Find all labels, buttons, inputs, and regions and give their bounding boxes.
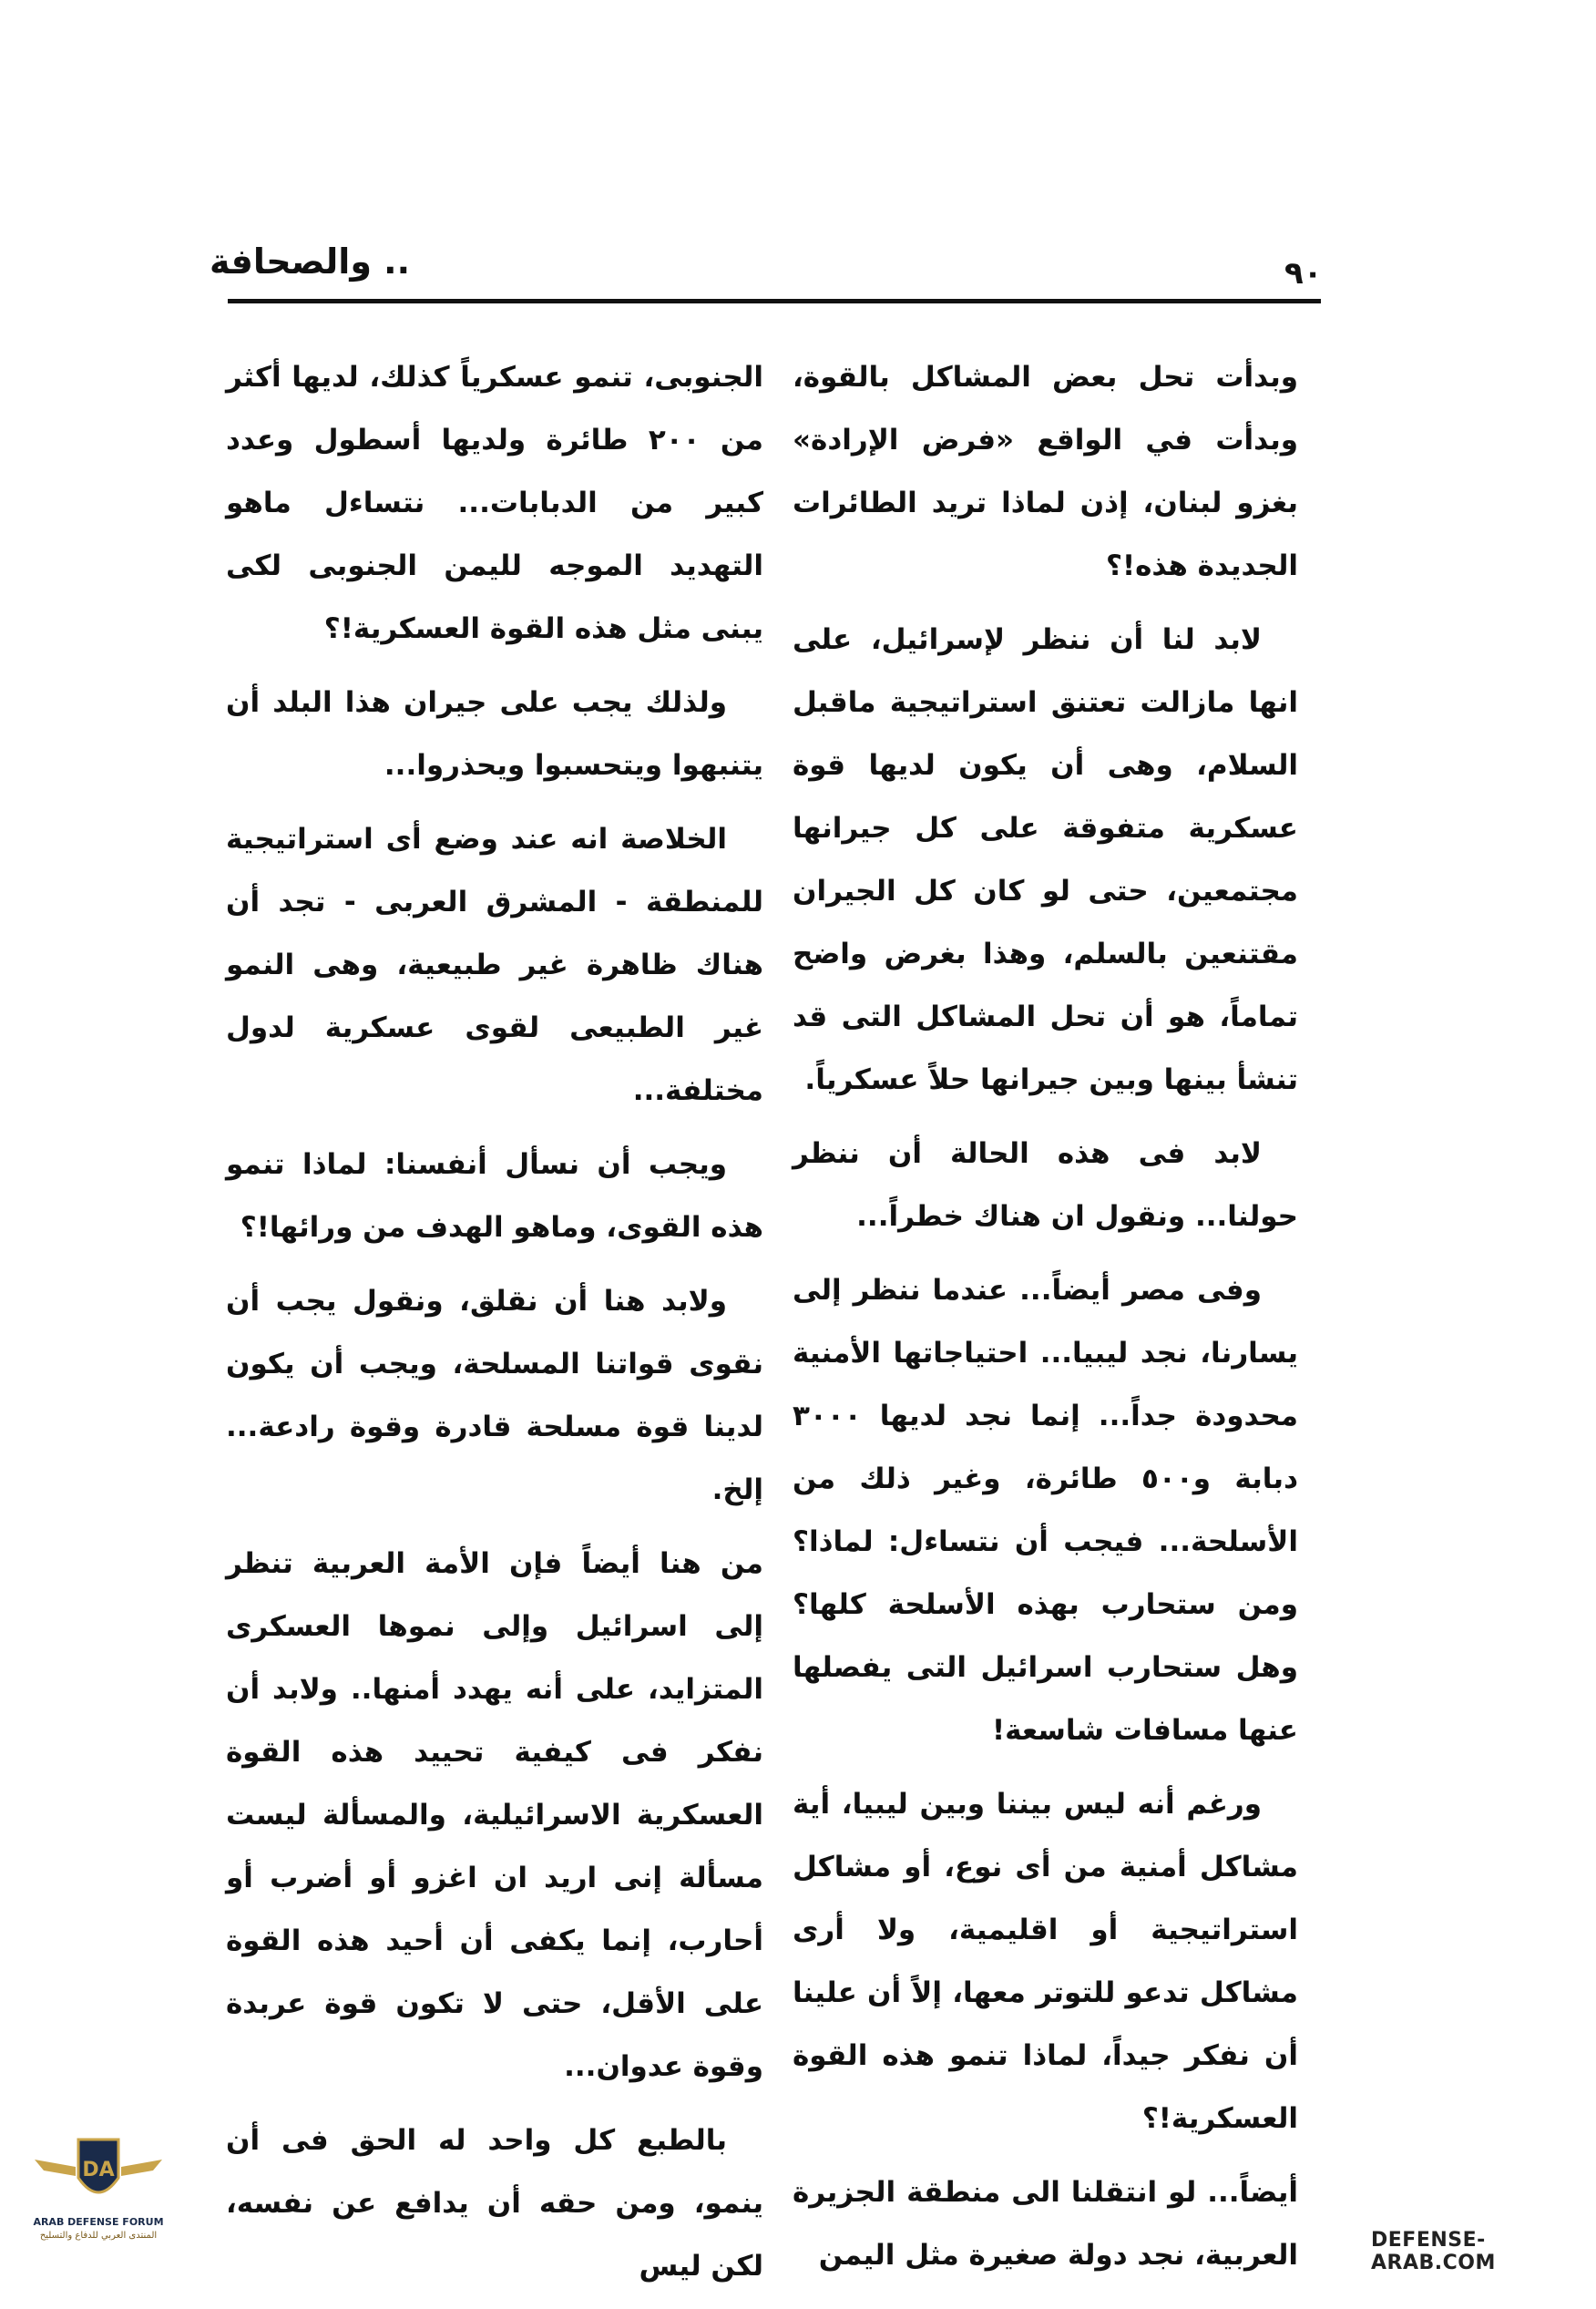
right-column: [793, 346, 1298, 2298]
paragraph: ولابد هنا أن نقلق، ونقول يجب أن نقوى قواتنا المسلحة، ويجب أن يكون لدينا قوة مسلحة قادرة وقوة رادعة... إلخ.: [226, 1285, 763, 1506]
paragraph: وبدأت تحل بعض المشاكل بالقوة، وبدأت في الواقع «فرض الإرادة» بغزو لبنان، إذن لماذا تريد الطائرات الجديدة هذه!؟: [793, 361, 1298, 582]
logo-caption-arabic: المنتدى العربي للدفاع والتسليح: [39, 2231, 158, 2241]
paragraph: الخلاصة انه عند وضع أى استراتيجية للمنطقة - المشرق العربى - تجد أن هناك ظاهرة غير طبيعية، وهى النمو غير الطبيعى لقوى عسكرية لدول مختلفة...: [226, 823, 763, 1107]
svg-text:DA: DA: [82, 2159, 115, 2181]
header-divider: [228, 299, 1321, 303]
paragraph: من هنا أيضاً فإن الأمة العربية تنظر إلى اسرائيل وإلى نموها العسكرى المتزايد، على أنه يهدد أمنها.. ولابد أن نفكر فى كيفية تحييد هذه القوة العسكرية الاسرائيلية، والمسألة ليست مسألة إنى اريد ان اغزو أو أضرب أو أحارب، إنما يكفى أن أحيد هذه القوة على الأقل، حتى لا تكون قوة عربدة وقوة عدوان...: [226, 1547, 763, 2083]
forum-logo: [26, 2132, 171, 2251]
running-title: .. والصحافة: [210, 241, 411, 282]
paragraph: أيضاً... لو انتقلنا الى منطقة الجزيرة العربية، نجد دولة صغيرة مثل اليمن: [793, 2176, 1298, 2272]
paragraph: ورغم أنه ليس بيننا وبين ليبيا، أية مشاكل أمنية من أى نوع، أو مشاكل استراتيجية أو اقليمية، ولا أرى مشاكل تدعو للتوتر معها، إلاً أن علينا أن نفكر جيداً، لماذا تنمو هذه القوة العسكرية!؟: [793, 1788, 1298, 2135]
paragraph: الجنوبى، تنمو عسكرياً كذلك، لديها أكثر من ٢٠٠ طائرة ولديها أسطول وعدد كبير من الدبابات... نتساءل ماهو التهديد الموجه لليمن الجنوبى لكى يبنى مثل هذه القوة العسكرية!؟: [226, 361, 763, 645]
paragraph: وفى مصر أيضاً... عندما ننظر إلى يسارنا، نجد ليبيا... احتياجاتها الأمنية محدودة جداً... إنما نجد لديها ٣٠٠٠ دبابة و٥٠٠ طائرة، وغير ذلك من الأسلحة... فيجب أن نتساءل: لماذا؟ ومن ستحارب بهذه الأسلحة كلها؟ وهل ستحارب اسرائيل التى يفصلها عنها مسافات شاسعة!: [793, 1274, 1298, 1747]
left-column: [226, 346, 763, 2309]
paragraph: ولذلك يجب على جيران هذا البلد أن يتنبهوا ويتحسبوا ويحذروا...: [226, 686, 763, 782]
paragraph: ويجب أن نسأل أنفسنا: لماذا تنمو هذه القوى، وماهو الهدف من ورائها!؟: [226, 1148, 763, 1244]
logo-caption: ARAB DEFENSE FORUM: [33, 2216, 164, 2228]
site-watermark: DEFENSE-ARAB.COM: [1371, 2229, 1496, 2274]
paragraph: لابد فى هذه الحالة أن ننظر حولنا... ونقول ان هناك خطراً...: [793, 1137, 1298, 1233]
paragraph: بالطبع كل واحد له الحق فى أن ينمو، ومن حقه أن يدافع عن نفسه، لكن ليس: [226, 2124, 763, 2283]
shield-wings-icon: [26, 2132, 171, 2216]
paragraph: لابد لنا أن ننظر لإسرائيل، على انها مازالت تعتنق استراتيجية ماقبل السلام، وهى أن يكون لديها قوة عسكرية متفوقة على كل جيرانها مجتمعين، حتى لو كان كل الجيران مقتنعين بالسلم، وهذا بغرض واضح تماماً، هو أن تحل المشاكل التى قد تنشأ بينها وبين جيرانها حلاً عسكرياً.: [793, 623, 1298, 1096]
page-number: ٩٠: [1284, 255, 1323, 292]
